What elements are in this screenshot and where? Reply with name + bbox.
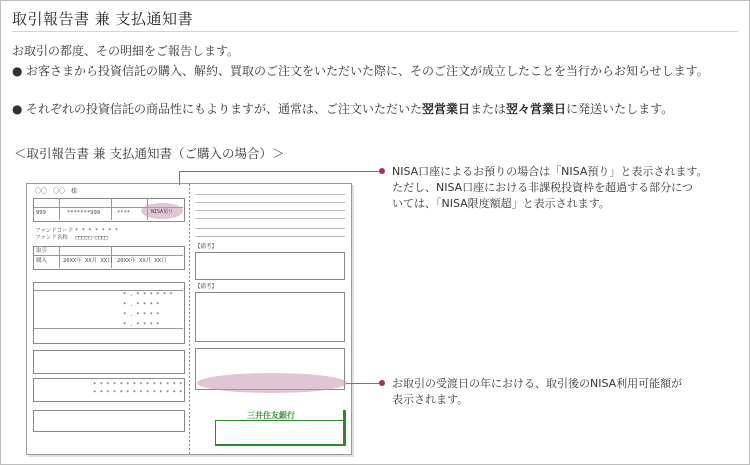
callout-connector-1-drop [179,171,180,185]
bullet-icon: ● [12,64,23,78]
bank-name: 三井住友銀行 [247,411,295,420]
callout-text-1: NISA口座によるお預りの場合は「NISA預り」と表示されます。 ただし、NISA口座における非課税投資枠を超過する部分につ いては、「NISA限度額超」と表示されます。 [392,165,708,210]
bullet-item-1 [12,62,738,80]
nisa-limit-highlight [197,373,347,393]
report-document-image: 〇〇 〇〇 様 999 *******999 **** NISA預り ファンドコード * * * * * * * ファンド名称 □□□□□·□□□□ 取引 購入 20XX年 XX月 XX日 20XX年 XX月 XX日 * . * * * * * * * . * * * * * . * * * * * . * * * * * * * * * * * * * * * * * * * * * * * * * * * * * * * * 【備考】 【備考】 三井住友銀行 [26,183,352,455]
doc-fund-name-label: ファンド名称 [35,235,68,241]
bullet-icon: ● [12,102,23,116]
callout-text-2: お取引の受渡日の年における、取引後のNISA利用可能額が 表示されます。 [392,377,683,406]
callout-marker-icon [379,168,385,174]
bold-next-business-day: 翌営業日 [422,102,471,116]
bold-second-business-day: 翌々営業日 [506,102,567,116]
nisa-badge: NISA預り [151,209,174,215]
doc-recipient: 〇〇 〇〇 様 [35,188,78,195]
bullet-text-1: お客さまから投資信託の購入、解約、買取のご注文をいただいた際に、そのご注文が成立したことを当行からお知らせします。 [26,64,709,78]
section-subheading: ＜取引報告書 兼 支払通知書（ご購入の場合）＞ [14,146,285,161]
bullet-item-2 [12,100,738,118]
doc-fund-code-label: ファンドコード [35,228,74,234]
callout-connector-2 [346,383,379,384]
bullet-text-2: それぞれの投資信託の商品性にもよりますが、通常は、ご注文いただいた翌営業日または翌々営業日に発送いたします。 [26,102,674,116]
title-divider [12,31,738,32]
intro-text: お取引の都度、その明細をご報告します。 [12,44,240,58]
callout-connector-1 [179,171,379,172]
page-title: 取引報告書 兼 支払通知書 [12,10,194,28]
callout-marker-icon [379,380,385,386]
